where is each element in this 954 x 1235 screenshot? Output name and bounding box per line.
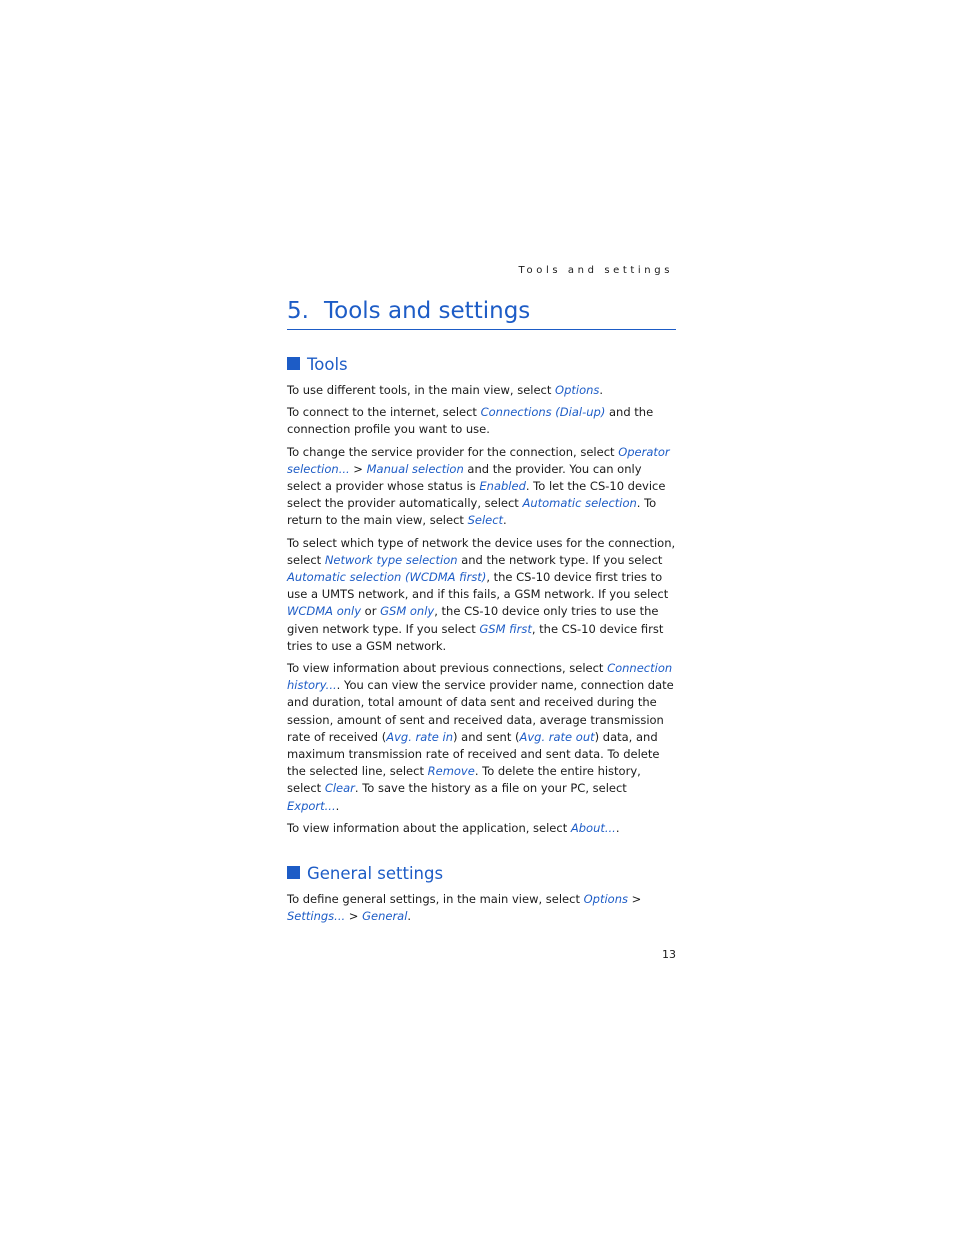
menu-reference: Enabled xyxy=(479,479,526,494)
text-run: ) data, and maximum transmission rate of received and sent data. To delete the selected line, select xyxy=(287,729,660,779)
menu-reference: Operator selection... xyxy=(287,444,670,476)
page-content xyxy=(287,296,676,930)
chapter-number: 5. xyxy=(287,298,309,324)
text-run: . xyxy=(599,383,604,397)
text-run: ) and sent ( xyxy=(453,729,520,744)
chapter-title xyxy=(287,296,676,330)
text-run: To use different tools, in the main view, select xyxy=(287,383,556,397)
text-run: To view information about previous connections, select xyxy=(287,661,608,676)
page-number: 13 xyxy=(662,948,676,961)
square-bullet-icon xyxy=(287,866,300,879)
paragraph xyxy=(287,382,676,399)
section-heading-general-settings xyxy=(287,863,676,885)
section-heading-tools xyxy=(287,354,676,376)
menu-reference: Connections (Dial-up) xyxy=(480,405,606,420)
text-run: To select which type of network the device uses for the connection, select xyxy=(287,535,676,567)
paragraph xyxy=(287,535,676,655)
tools-section-body xyxy=(287,382,676,837)
text-run: . To return to the main view, select xyxy=(287,496,657,528)
menu-reference: Clear xyxy=(324,781,355,796)
text-run: To view information about the application, select xyxy=(287,820,571,835)
menu-reference: About... xyxy=(570,820,616,835)
chapter-title-text: Tools and settings xyxy=(324,298,531,324)
menu-reference: Settings... xyxy=(287,909,346,924)
text-run: > xyxy=(345,909,363,924)
paragraph xyxy=(287,891,676,925)
text-run: To define general settings, in the main view, select xyxy=(287,892,584,907)
menu-reference: Avg. rate out xyxy=(519,729,595,744)
general-settings-section-body xyxy=(287,891,676,925)
text-run: . To save the history as a file on your PC, select xyxy=(354,781,627,796)
text-run: To connect to the internet, select xyxy=(287,405,481,420)
menu-reference: Select xyxy=(467,513,504,528)
paragraph xyxy=(287,404,676,438)
text-run: or xyxy=(361,604,381,619)
menu-reference: GSM only xyxy=(380,604,435,619)
text-run: To change the service provider for the connection, select xyxy=(287,444,619,459)
square-bullet-icon xyxy=(287,357,300,370)
menu-reference: Automatic selection (WCDMA first) xyxy=(287,570,487,585)
paragraph xyxy=(287,660,676,815)
menu-reference: Avg. rate in xyxy=(386,729,454,744)
menu-reference: Remove xyxy=(427,764,475,779)
text-run: , the CS-10 device only tries to use the given network type. If you select xyxy=(287,604,659,636)
text-run: and the connection profile you want to use. xyxy=(287,405,654,437)
paragraph xyxy=(287,444,676,530)
text-run: and the network type. If you select xyxy=(457,552,663,567)
text-run: . xyxy=(335,798,340,813)
text-run: , the CS-10 device first tries to use a UMTS network, and if this fails, a GSM network. If you select xyxy=(287,570,669,602)
text-run: and the provider. You can only select a provider whose status is xyxy=(287,461,642,494)
text-run: , the CS-10 device first tries to use a GSM network. xyxy=(287,621,664,653)
text-run: . You can view the service provider name, connection date and duration, total amount of data sent and received during the session, amount of sent and received data, average transmission rate of received ( xyxy=(287,678,674,744)
text-run: > xyxy=(349,461,367,476)
section-heading-text: Tools xyxy=(307,355,348,374)
menu-reference: GSM first xyxy=(479,621,532,636)
running-head: Tools and settings xyxy=(518,265,673,276)
section-heading-text: General settings xyxy=(307,864,444,884)
paragraph xyxy=(287,820,676,837)
menu-reference: Export... xyxy=(287,798,336,813)
menu-reference: Options xyxy=(583,892,628,907)
menu-reference: Network type selection xyxy=(324,552,458,567)
menu-reference: Manual selection xyxy=(366,461,464,476)
text-run: . To let the CS-10 device select the provider automatically, select xyxy=(287,479,666,511)
text-run: . xyxy=(407,909,412,924)
menu-reference: Automatic selection xyxy=(522,496,637,511)
menu-reference: Options xyxy=(555,383,600,397)
text-run: . To delete the entire history, select xyxy=(287,764,641,796)
menu-reference: WCDMA only xyxy=(287,604,362,619)
text-run: > xyxy=(627,892,642,907)
text-run: . xyxy=(615,820,620,835)
menu-reference: General xyxy=(362,909,408,924)
menu-reference: Connection history... xyxy=(287,661,673,693)
text-run: . xyxy=(503,513,507,528)
